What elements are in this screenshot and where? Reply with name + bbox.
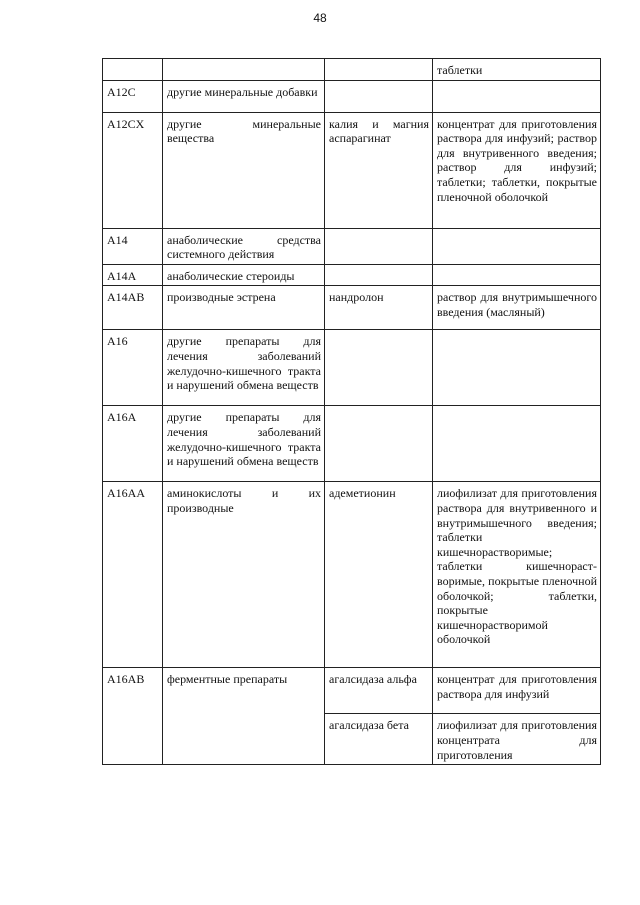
page-number: 48 — [313, 11, 327, 25]
atc-group-cell: другие минеральные вещества — [163, 112, 325, 228]
atc-group-cell — [163, 59, 325, 81]
table-row — [103, 228, 601, 264]
atc-code-cell: A12C — [103, 80, 163, 112]
atc-group-cell: анаболические стероиды — [163, 264, 325, 286]
substance-cell — [325, 330, 433, 406]
table-row — [103, 112, 601, 228]
dosage-forms-cell — [433, 80, 601, 112]
substance-cell — [325, 264, 433, 286]
substance-cell — [325, 228, 433, 264]
dosage-forms-cell: концентрат для приготовления раствора для инфузий; раствор для внутривенного введения; раствор для инфузий; таблетки; таблетки, покрытые пленочной оболочкой — [433, 112, 601, 228]
dosage-forms-cell — [433, 264, 601, 286]
table-row — [103, 406, 601, 482]
dosage-forms-cell — [433, 330, 601, 406]
dosage-forms-cell: лиофилизат для приготовления раствора для внутривенного и внутримышечного введения; таблетки кишечнорастворимые; таблетки кишечнорастворимые, покрытые пленочной оболочкой; таблетки, покрытые кишечнорастворимой оболочкой — [433, 482, 601, 668]
atc-group-cell: другие минеральные добавки — [163, 80, 325, 112]
table-row — [103, 286, 601, 330]
atc-code-cell: A16AB — [103, 668, 163, 765]
substance-cell: адеметионин — [325, 482, 433, 668]
atc-code-cell: A16AA — [103, 482, 163, 668]
table-row — [103, 330, 601, 406]
atc-group-cell: аминокислоты и их производные — [163, 482, 325, 668]
dosage-forms-cell — [433, 406, 601, 482]
substance-cell: калия и магния аспарагинат — [325, 112, 433, 228]
table-row — [103, 668, 601, 714]
atc-code-cell: A12CX — [103, 112, 163, 228]
table-row — [103, 59, 601, 81]
atc-code-cell: A16A — [103, 406, 163, 482]
atc-code-cell: A14 — [103, 228, 163, 264]
dosage-forms-cell: концентрат для приготовления раствора для инфузий — [433, 668, 601, 714]
dosage-forms-cell: таблетки — [433, 59, 601, 81]
table-row — [103, 482, 601, 668]
dosage-forms-cell: раствор для внутримышечного введения (масляный) — [433, 286, 601, 330]
table-row — [103, 264, 601, 286]
substance-cell: нандролон — [325, 286, 433, 330]
substance-cell: агалсидаза альфа — [325, 668, 433, 714]
atc-group-cell: ферментные препараты — [163, 668, 325, 765]
atc-group-cell: анаболические средства системного действия — [163, 228, 325, 264]
substance-cell — [325, 59, 433, 81]
atc-group-cell: производные эстрена — [163, 286, 325, 330]
atc-group-cell: другие препараты для лечения заболеваний желудочно-кишечного тракта и нарушений обмена веществ — [163, 406, 325, 482]
substance-cell: агалсидаза бета — [325, 714, 433, 765]
atc-code-cell: A14AB — [103, 286, 163, 330]
substance-cell — [325, 80, 433, 112]
atc-code-cell: A14A — [103, 264, 163, 286]
substance-cell — [325, 406, 433, 482]
table-row — [103, 80, 601, 112]
atc-group-cell: другие препараты для лечения заболеваний желудочно-кишечного тракта и нарушений обмена веществ — [163, 330, 325, 406]
dosage-forms-cell — [433, 228, 601, 264]
dosage-forms-cell: лиофилизат для приготовления концентрата для приготовления — [433, 714, 601, 765]
atc-code-cell — [103, 59, 163, 81]
drug-classification-table — [102, 58, 601, 765]
atc-code-cell: A16 — [103, 330, 163, 406]
